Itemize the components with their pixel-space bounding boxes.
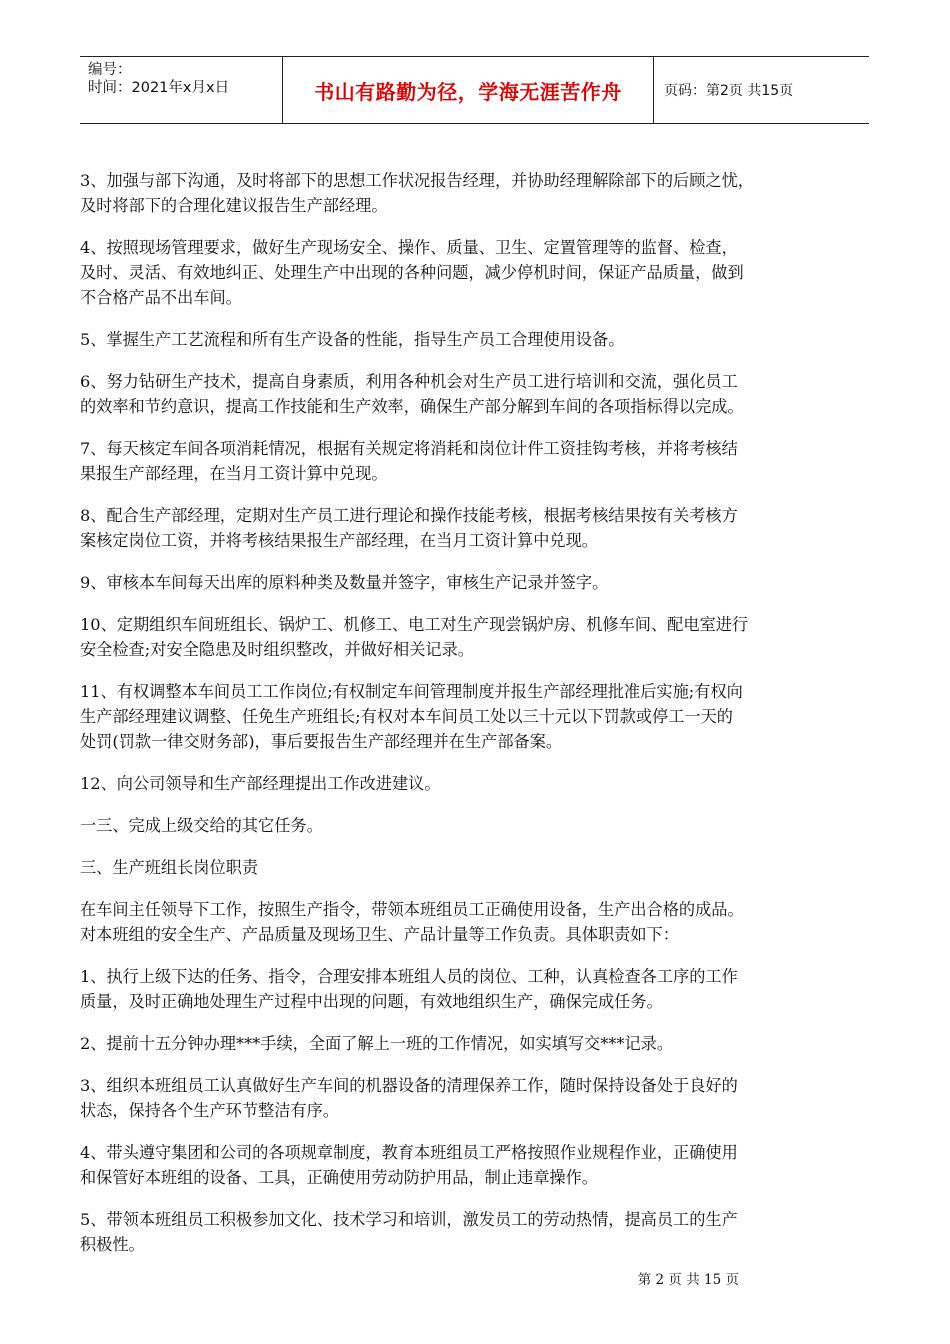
paragraph: 一三、完成上级交给的其它任务。 — [80, 816, 323, 835]
header-meta-cell — [80, 57, 282, 123]
paragraph: 3、组织本班组员工认真做好生产车间的机器设备的清理保养工作，随时保持设备处于良好的 状态，保持各个生产环节整洁有序。 — [80, 1076, 738, 1120]
paragraph: 2、提前十五分钟办理***手续，全面了解上一班的工作情况，如实填写交***记录。 — [80, 1034, 674, 1053]
page-header — [80, 56, 869, 124]
paragraph: 4、按照现场管理要求，做好生产现场安全、操作、质量、卫生、定置管理等的监督、检查， 及时、灵活、有效地纠正、处理生产中出现的各种问题，减少停机时间，保证产品质量，做到 不合格产品不出车间。 — [80, 238, 744, 307]
header-page-info: 页码：第2页 共15页 — [664, 83, 794, 99]
header-motto: 书山有路勤为径，学海无涯苦作舟 — [282, 57, 654, 123]
paragraph: 在车间主任领导下工作，按照生产指令，带领本班组员工正确使用设备，生产出合格的成品。 对本班组的安全生产、产品质量及现场卫生、产品计量等工作负责。具体职责如下： — [80, 900, 744, 944]
paragraph: 8、配合生产部经理，定期对生产员工进行理论和操作技能考核，根据考核结果按有关考核方 案核定岗位工资，并将考核结果报生产部经理，在当月工资计算中兑现。 — [80, 506, 738, 550]
document-number-label: 编号： — [88, 62, 132, 78]
paragraph: 3、加强与部下沟通，及时将部下的思想工作状况报告经理，并协助经理解除部下的后顾之忧， 及时将部下的合理化建议报告生产部经理。 — [80, 171, 754, 215]
paragraph: 11、有权调整本车间员工工作岗位;有权制定车间管理制度并报生产部经理批准后实施;有权向 生产部经理建议调整、任免生产班组长;有权对本车间员工处以三十元以下罚款或停工一天的 处罚(罚款一律交财务部)，事后要报告生产部经理并在生产部备案。 — [80, 682, 743, 751]
document-date: 时间：2021年x月x日 — [88, 80, 230, 96]
page-footer: 第 2 页 共 15 页 — [637, 1272, 739, 1288]
paragraph: 9、审核本车间每天出库的原料种类及数量并签字，审核生产记录并签字。 — [80, 573, 609, 592]
paragraph: 7、每天核定车间各项消耗情况，根据有关规定将消耗和岗位计件工资挂钩考核，并将考核结 果报生产部经理，在当月工资计算中兑现。 — [80, 439, 738, 483]
paragraph: 12、向公司领导和生产部经理提出工作改进建议。 — [80, 774, 441, 793]
document-body — [80, 168, 870, 1274]
paragraph: 4、带头遵守集团和公司的各项规章制度，教育本班组员工严格按照作业规程作业，正确使用 和保管好本班组的设备、工具，正确使用劳动防护用品，制止违章操作。 — [80, 1143, 738, 1187]
paragraph: 5、掌握生产工艺流程和所有生产设备的性能，指导生产员工合理使用设备。 — [80, 330, 625, 349]
paragraph: 1、执行上级下达的任务、指令，合理安排本班组人员的岗位、工种，认真检查各工序的工作 质量，及时正确地处理生产过程中出现的问题，有效地组织生产，确保完成任务。 — [80, 967, 738, 1011]
paragraph: 6、努力钻研生产技术，提高自身素质，利用各种机会对生产员工进行培训和交流，强化员工 的效率和节约意识，提高工作技能和生产效率，确保生产部分解到车间的各项指标得以完成。 — [80, 372, 744, 416]
paragraph: 10、定期组织车间班组长、锅炉工、机修工、电工对生产现尝锅炉房、机修车间、配电室进行 安全检查;对安全隐患及时组织整改，并做好相关记录。 — [80, 615, 749, 659]
paragraph: 5、带领本班组员工积极参加文化、技术学习和培训，激发员工的劳动热情，提高员工的生产 积极性。 — [80, 1210, 738, 1254]
section-heading: 三、生产班组长岗位职责 — [80, 858, 259, 877]
